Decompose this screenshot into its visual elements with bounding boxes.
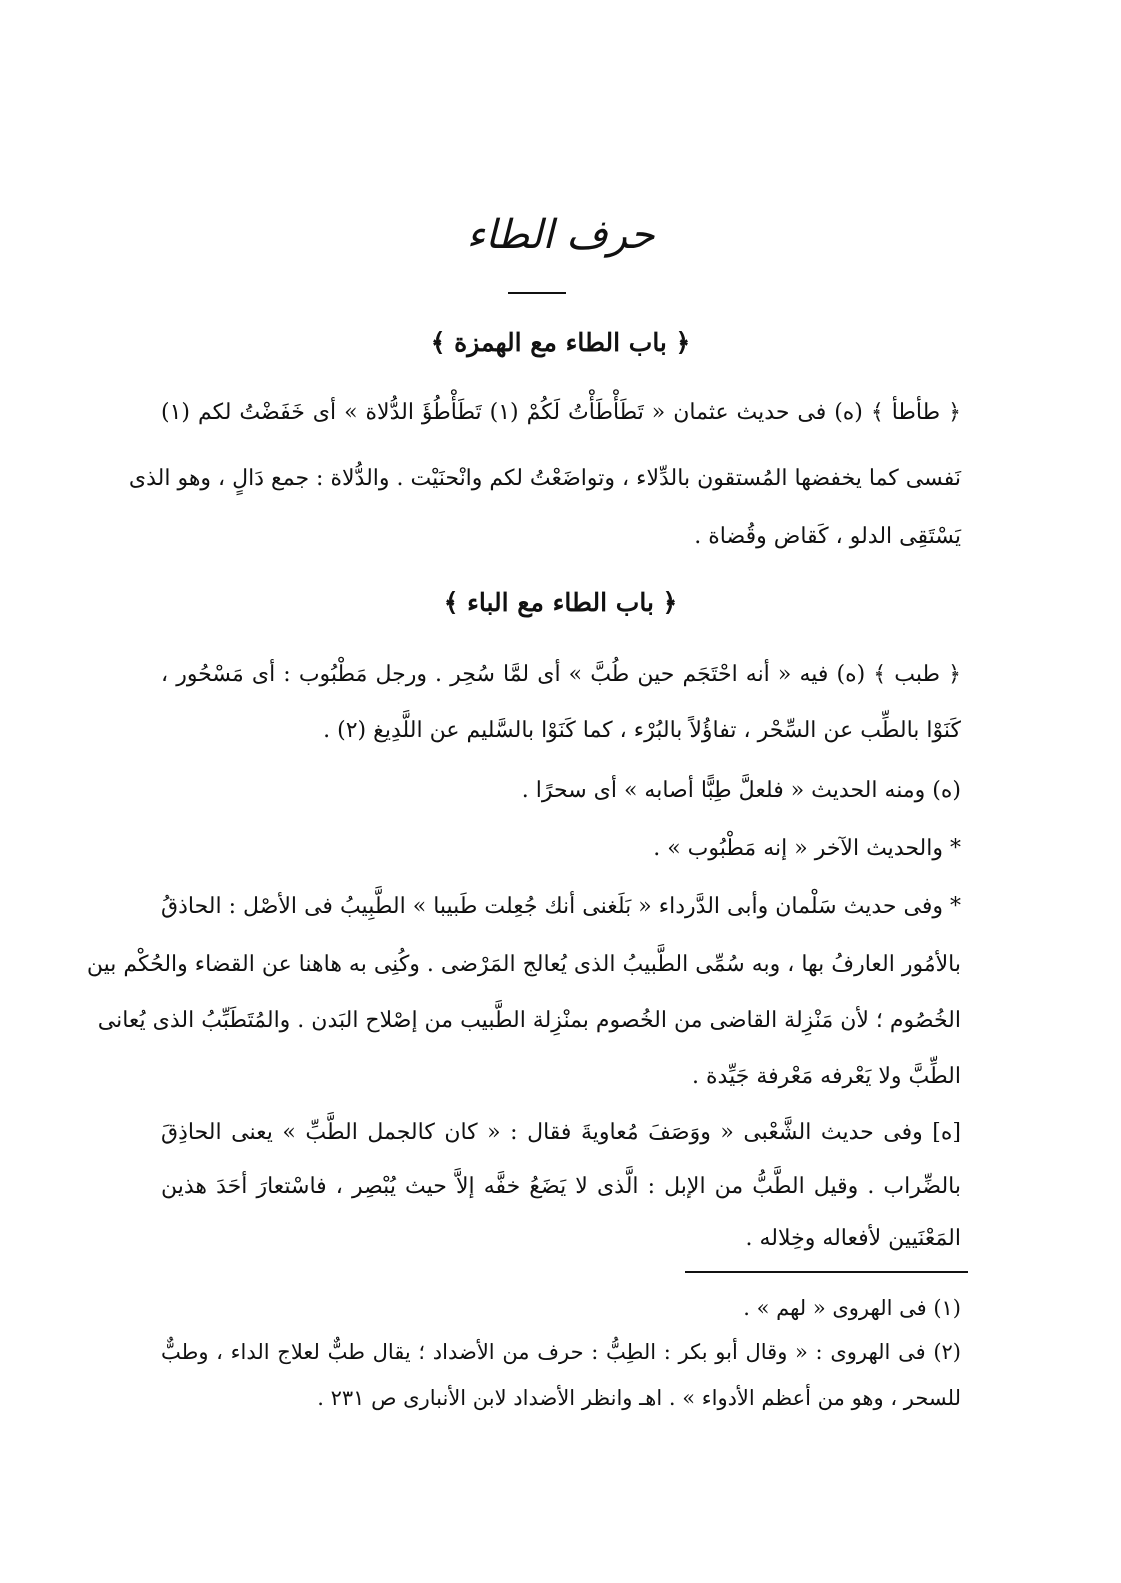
entry-line: (ه) ومنه الحديث « فلعلَّ طِبًّا أصابه » أى سحرًا . [521, 778, 961, 803]
entry-line: بالضِّراب . وقيل الطَّبُّ من الإبل : الَّذى لا يَضَعُ خفَّه إلاَّ حيث يُبْصِر ، فاسْتعارَ أحَدَ هذين [161, 1174, 961, 1199]
entry-line: الخُصُوم ؛ لأن مَنْزِلة القاضى من الخُصوم بمنْزِلة الطَّبيب من إصْلاح البَدن . والمُتَطَبِّبُ الذى يُعانى [97, 1008, 961, 1033]
title-divider [508, 292, 566, 294]
footnote-divider [685, 1271, 968, 1273]
entry-line: بالأمُور العارفُ بها ، وبه سُمِّى الطَّبيبُ الذى يُعالج المَرْضى . وكُنِى به هاهنا عن القضاء والحُكْم بين [86, 952, 961, 977]
chapter-title: حرف الطاء [466, 212, 655, 258]
footnote-2: (٢) فى الهروى : « وقال أبو بكر : الطِبُّ : حرف من الأضداد ؛ يقال طبٌّ لعلاج الداء ، وطبٌّ [161, 1340, 961, 1364]
footnote-1: (١) فى الهروى « لهم » . [743, 1296, 961, 1320]
section-heading-hamza: ﴿ باب الطاء مع الهمزة ﴾ [430, 328, 691, 357]
entry-line: المَعْنَيين لأفعاله وخِلاله . [745, 1226, 961, 1251]
entry-line: ﴿ طبب ﴾ (ه) فيه « أنه احْتَجَم حين طُبَّ » أى لمَّا سُحِر . ورجل مَطْبُوب : أى مَسْحُور ، [161, 662, 961, 687]
entry-line: كَنَوْا بالطِّب عن السِّحْر ، تفاؤُلاً بالبُرْء ، كما كَنَوْا بالسَّليم عن اللَّدِيغ (٢) . [323, 718, 961, 743]
entry-line: نَفسى كما يخفضها المُستقون بالدِّلاء ، وتواضَعْتُ لكم وانْحنَيْت . والدُّلاة : جمع دَالٍ ، وهو الذى [128, 466, 961, 491]
entry-line: الطِّبَّ ولا يَعْرفه مَعْرفة جَيِّدة . [692, 1064, 961, 1089]
entry-line: * وفى حديث سَلْمان وأبى الدَّرداء « بَلَغنى أنك جُعِلت طَبيبا » الطَّبِيبُ فى الأصْل : الحاذقُ [161, 894, 961, 919]
entry-line: ﴿ طأطأ ﴾ (ه) فى حديث عثمان « تَطَأْطَأْتُ لَكُمْ (١) تَطَأْطُؤَ الدُّلاة » أى خَفَضْتُ لكم (١) [161, 400, 961, 425]
footnote-2-continued: للسحر ، وهو من أعظم الأدواء » . اهـ وانظر الأضداد لابن الأنبارى ص ٢٣١ . [317, 1386, 961, 1410]
section-heading-baa: ﴿ باب الطاء مع الباء ﴾ [443, 588, 678, 617]
entry-line: [ه] وفى حديث الشَّعْبى « ووَصَفَ مُعاويةَ فقال : « كان كالجمل الطَّبِّ » يعنى الحاذِقَ [161, 1120, 961, 1145]
entry-line: * والحديث الآخر « إنه مَطْبُوب » . [653, 836, 961, 861]
entry-line: يَسْتَقِى الدلو ، كَقاض وقُضاة . [694, 524, 961, 549]
